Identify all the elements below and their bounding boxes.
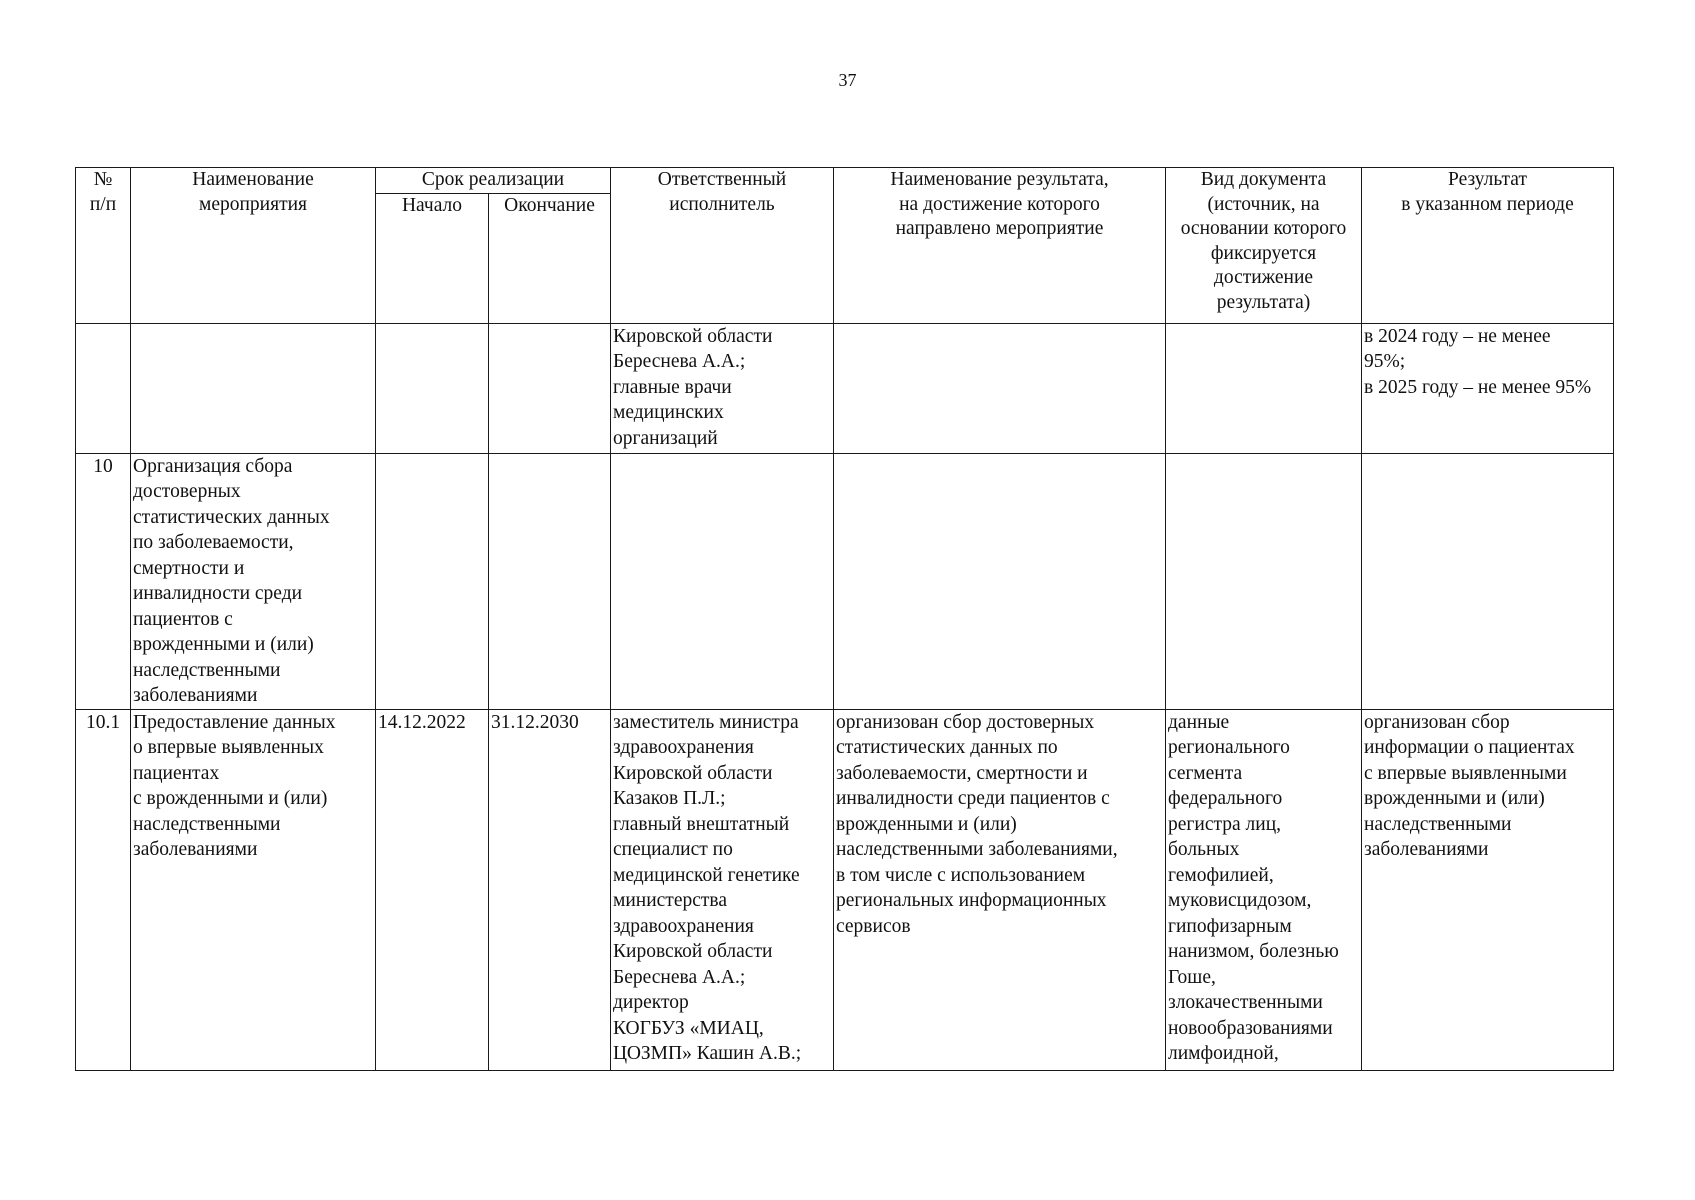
row-end: 31.12.2030	[489, 709, 611, 1070]
row-name	[131, 323, 376, 453]
page-number: 37	[838, 70, 857, 90]
header-period: Срок реализации	[376, 168, 611, 194]
activities-table	[75, 167, 1614, 1071]
row-num	[76, 323, 131, 453]
table-row	[76, 453, 1614, 709]
header-start: Начало	[376, 193, 489, 323]
row-doc-type	[1166, 323, 1362, 453]
row-responsible: Кировской области Береснева А.А.; главные врачи медицинских организаций	[611, 323, 834, 453]
table-row	[76, 323, 1614, 453]
header-num: № п/п	[76, 168, 131, 324]
row-end	[489, 453, 611, 709]
row-result: в 2024 году – не менее 95%; в 2025 году – не менее 95%	[1362, 323, 1614, 453]
table-row	[76, 709, 1614, 1070]
row-name: Организация сбора достоверных статистических данных по заболеваемости, смертности и инвалидности среди пациентов с врожденными и (или) наследственными заболеваниями	[131, 453, 376, 709]
row-result-name	[834, 453, 1166, 709]
row-start: 14.12.2022	[376, 709, 489, 1070]
row-responsible: заместитель министра здравоохранения Кировской области Казаков П.Л.; главный внештатный специалист по медицинской генетике министерства здравоохранения Кировской области Береснева А.А.; директор КОГБУЗ «МИАЦ, ЦОЗМП» Кашин А.В.;	[611, 709, 834, 1070]
row-name: Предоставление данных о впервые выявленных пациентах с врожденными и (или) наследственными заболеваниями	[131, 709, 376, 1070]
row-doc-type: данные регионального сегмента федерального регистра лиц, больных гемофилией, муковисцидозом, гипофизарным нанизмом, болезнью Гоше, злокачественными новообразованиями лимфоидной,	[1166, 709, 1362, 1070]
header-end: Окончание	[489, 193, 611, 323]
header-doc-type: Вид документа (источник, на основании которого фиксируется достижение результата)	[1166, 168, 1362, 324]
row-result	[1362, 453, 1614, 709]
row-result-name	[834, 323, 1166, 453]
row-start	[376, 453, 489, 709]
row-responsible	[611, 453, 834, 709]
header-result-name: Наименование результата, на достижение которого направлено мероприятие	[834, 168, 1166, 324]
header-result: Результат в указанном периоде	[1362, 168, 1614, 324]
header-name: Наименование мероприятия	[131, 168, 376, 324]
row-start	[376, 323, 489, 453]
row-result: организован сбор информации о пациентах с впервые выявленными врожденными и (или) наследственными заболеваниями	[1362, 709, 1614, 1070]
row-doc-type	[1166, 453, 1362, 709]
row-result-name: организован сбор достоверных статистических данных по заболеваемости, смертности и инвалидности среди пациентов с врожденными и (или) наследственными заболеваниями, в том числе с использованием региональных информационных сервисов	[834, 709, 1166, 1070]
row-num: 10	[76, 453, 131, 709]
header-responsible: Ответственный исполнитель	[611, 168, 834, 324]
row-end	[489, 323, 611, 453]
row-num: 10.1	[76, 709, 131, 1070]
